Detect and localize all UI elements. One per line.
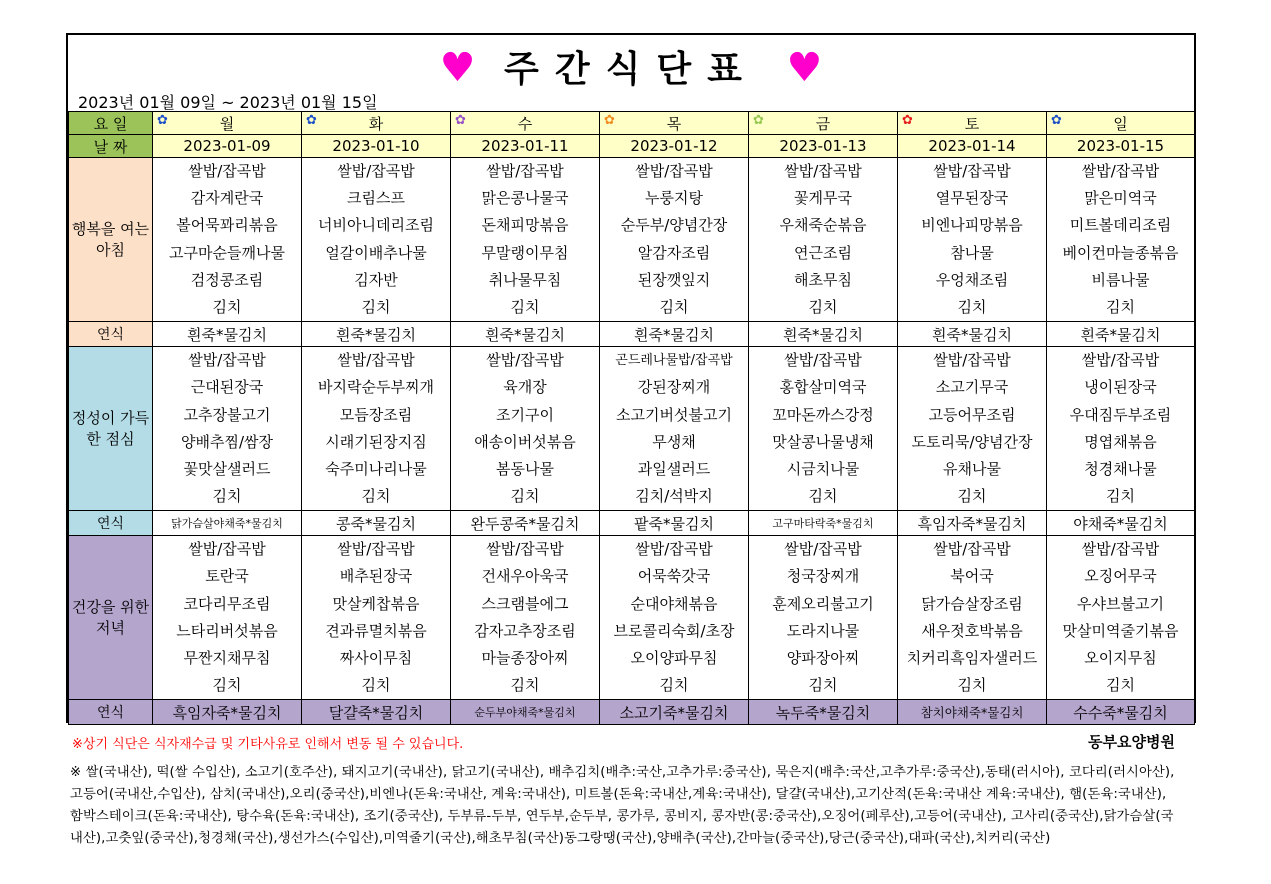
menu-item: 순대야채볶음 xyxy=(630,594,718,613)
menu-item: 쌀밥/잡곡밥 xyxy=(784,351,862,370)
snack-item: 녹두죽*물김치 xyxy=(749,700,898,725)
menu-item: 애송이버섯볶음 xyxy=(474,432,576,451)
snack-item: 순두부야채죽*물김치 xyxy=(451,700,600,725)
dinner-menu-cell xyxy=(1047,536,1195,700)
menu-item: 김치 xyxy=(1106,676,1135,695)
menu-item: 코다리무조림 xyxy=(183,594,271,613)
dinner-row xyxy=(69,536,1195,700)
menu-item: 해초무침 xyxy=(794,270,852,289)
menu-item: 김치 xyxy=(361,297,391,316)
snack-row xyxy=(69,700,1195,725)
menu-item: 오이양파무침 xyxy=(630,649,718,667)
breakfast-menu-cell xyxy=(898,158,1047,322)
flower-icon: ✿ xyxy=(455,113,466,128)
menu-item: 고추장불고기 xyxy=(183,405,271,424)
menu-item: 명엽채볶음 xyxy=(1084,432,1157,451)
snack-item: 닭가슴살야채죽*물김치 xyxy=(153,511,302,536)
menu-item: 감자계란국 xyxy=(190,189,264,208)
snack-item: 팥죽*물김치 xyxy=(600,511,749,536)
weekly-menu-table xyxy=(68,111,1195,725)
menu-item: 소고기무국 xyxy=(935,378,1009,397)
menu-item: 김치 xyxy=(510,487,540,506)
snack-item: 흑임자죽*물김치 xyxy=(153,700,302,725)
menu-item: 바지락순두부찌개 xyxy=(318,378,434,397)
menu-item: 알감자조림 xyxy=(637,243,711,262)
lunch-row xyxy=(69,347,1195,511)
menu-item: 김치 xyxy=(1106,487,1135,506)
menu-item: 김치/석박지 xyxy=(635,487,713,506)
menu-item: 김치 xyxy=(659,297,689,316)
dinner-menu-cell xyxy=(898,536,1047,700)
menu-item: 쌀밥/잡곡밥 xyxy=(784,162,862,180)
menu-item: 꽃맛살샐러드 xyxy=(183,459,271,478)
day-date: 2023-01-13 xyxy=(749,135,898,158)
menu-item: 너비아니데리조림 xyxy=(318,216,434,235)
menu-item: 얼갈이배추나물 xyxy=(325,243,427,262)
menu-item: 김치 xyxy=(1106,297,1135,316)
day-name-cell xyxy=(302,112,451,135)
origin-notice: ※ 쌀(국내산), 떡(쌀 수입산), 소고기(호주산), 돼지고기(국내산), 닭고기(국내산), 배추김치(배추:국산,고추가루:중국산), 묵은지(배추:국산,고추가루:중국산),동태(러시아), 코다리(러시아산), 고등어(국내산,수입산), 삼치(국내산),오리(중국산),비엔나(돈육:국내산, 계육:국내산), 미트볼(돈육:국내산,계육:국내산), 달걀(국내산),고기산적(돈육:국내산 계육:국내산), 햄(돈육:국내산), 함박스테이크(돈육:국내산), 탕수육(돈육:국내산), 조기(중국산), 두부류-두부, 연두부,순두부, 콩가루, 콩비지, 콩자반(콩:중국산),오징어(페루산),고등어(국내산), 고사리(중국산),닭가슴살(국내산),고춧잎(중국산),청경채(국산),생선가스(수입산),미역줄기(국산),해초무침(국산)동그랑땡(국산),양배추(국산),간마늘(중국산),당근(중국산),대파(국산),치커리(국산) xyxy=(70,765,1175,846)
menu-item: 곤드레나물밥/잡곡밥 xyxy=(615,353,733,369)
menu-item: 감자고추장조림 xyxy=(474,621,576,640)
snack-item: 흰죽*물김치 xyxy=(451,322,600,347)
day-name-cell xyxy=(600,112,749,135)
breakfast-menu-cell xyxy=(153,158,302,322)
menu-item: 김치 xyxy=(361,487,391,506)
menu-item: 홍합살미역국 xyxy=(779,378,867,397)
lunch-menu-cell xyxy=(1047,347,1195,511)
menu-item: 고등어무조림 xyxy=(928,405,1016,424)
menu-item: 볼어묵꽈리볶음 xyxy=(176,216,278,235)
breakfast-menu-cell xyxy=(451,158,600,322)
menu-item: 견과류멸치볶음 xyxy=(325,621,427,640)
breakfast-label: 행복을 여는 아침 xyxy=(69,158,153,322)
breakfast-menu-cell xyxy=(749,158,898,322)
lunch-menu-cell xyxy=(302,347,451,511)
snack-item: 수수죽*물김치 xyxy=(1047,700,1195,725)
menu-item: 무말랭이무침 xyxy=(481,243,569,262)
menu-item: 쌀밥/잡곡밥 xyxy=(337,351,415,370)
flower-icon: ✿ xyxy=(604,113,615,128)
menu-item: 비름나물 xyxy=(1091,270,1150,289)
breakfast-menu-cell xyxy=(302,158,451,322)
menu-item: 김치 xyxy=(659,676,689,695)
change-notice: ※상기 식단은 식자재수급 및 기타사유로 인해서 변동 될 수 있습니다. xyxy=(72,737,464,752)
dinner-menu-cell xyxy=(600,536,749,700)
menu-item: 맛살콩나물냉채 xyxy=(772,432,874,451)
menu-item: 김치 xyxy=(957,297,987,316)
dinner-menu-cell xyxy=(749,536,898,700)
menu-item: 베이컨마늘종볶음 xyxy=(1062,243,1179,262)
menu-item: 훈제오리불고기 xyxy=(772,594,874,613)
day-date: 2023-01-14 xyxy=(898,135,1047,158)
menu-item: 모듬장조림 xyxy=(339,405,413,424)
flower-icon: ✿ xyxy=(306,113,317,128)
menu-item: 조기구이 xyxy=(496,405,554,424)
menu-item: 김치 xyxy=(510,297,540,316)
menu-item: 쌀밥/잡곡밥 xyxy=(933,540,1011,559)
menu-item: 무짠지채무침 xyxy=(183,649,271,667)
menu-item: 쌀밥/잡곡밥 xyxy=(1081,351,1160,370)
menu-item: 청경채나물 xyxy=(1084,459,1157,478)
menu-item: 양배추찜/쌈장 xyxy=(181,432,273,451)
date-label: 날 짜 xyxy=(69,135,153,158)
day-name: 금 xyxy=(815,114,831,133)
menu-item: 김치 xyxy=(957,676,987,695)
menu-item: 김치 xyxy=(808,487,838,506)
menu-item: 건새우아욱국 xyxy=(481,567,569,586)
day-date: 2023-01-09 xyxy=(153,135,302,158)
snack-label: 연식 xyxy=(69,700,153,725)
menu-item: 맛살케찹볶음 xyxy=(332,594,420,613)
menu-item: 된장깻잎지 xyxy=(637,270,711,289)
page-title xyxy=(68,41,1194,92)
day-name-cell xyxy=(153,112,302,135)
dinner-menu-cell xyxy=(451,536,600,700)
snack-item: 흰죽*물김치 xyxy=(1047,322,1195,347)
day-name: 토 xyxy=(964,114,980,133)
menu-item: 강된장찌개 xyxy=(637,378,711,397)
menu-item: 시금치나물 xyxy=(786,459,860,478)
snack-item: 야채죽*물김치 xyxy=(1047,511,1195,536)
snack-item: 고구마타락죽*물김치 xyxy=(749,511,898,536)
menu-item: 쌀밥/잡곡밥 xyxy=(1081,162,1160,180)
menu-item: 김치 xyxy=(510,676,540,695)
menu-item: 김치 xyxy=(361,676,391,695)
menu-item: 우채죽순볶음 xyxy=(779,216,867,235)
menu-item: 꼬마돈까스강정 xyxy=(772,405,874,424)
menu-item: 도라지나물 xyxy=(786,621,860,640)
menu-item: 오이지무침 xyxy=(1084,649,1157,667)
menu-item: 쌀밥/잡곡밥 xyxy=(784,540,862,559)
breakfast-row xyxy=(69,158,1195,322)
menu-item: 유채나물 xyxy=(943,459,1001,478)
menu-item: 청국장찌개 xyxy=(786,567,860,586)
day-name-cell xyxy=(749,112,898,135)
menu-item: 김치 xyxy=(808,297,838,316)
menu-item: 배추된장국 xyxy=(339,567,413,586)
flower-icon: ✿ xyxy=(902,113,913,128)
menu-item: 토란국 xyxy=(205,567,249,586)
menu-item: 마늘종장아찌 xyxy=(481,649,569,667)
menu-item: 김치 xyxy=(808,676,838,695)
menu-item: 스크램블에그 xyxy=(481,594,569,613)
menu-item: 봄동나물 xyxy=(496,459,554,478)
menu-item: 양파장아찌 xyxy=(786,649,860,667)
menu-item: 무생채 xyxy=(652,432,696,451)
flower-icon: ✿ xyxy=(1051,113,1062,128)
snack-item: 콩죽*물김치 xyxy=(302,511,451,536)
menu-item: 맑은미역국 xyxy=(1084,189,1157,208)
menu-item: 쌀밥/잡곡밥 xyxy=(486,162,564,180)
menu-item: 육개장 xyxy=(503,378,547,397)
snack-item: 참치야채죽*물김치 xyxy=(898,700,1047,725)
menu-item: 과일샐러드 xyxy=(637,459,711,478)
menu-item: 김치 xyxy=(212,676,242,695)
menu-item: 우대짐두부조림 xyxy=(1069,405,1172,424)
snack-item: 완두콩죽*물김치 xyxy=(451,511,600,536)
day-name-cell xyxy=(898,112,1047,135)
heart-icon: ♥ xyxy=(439,45,476,91)
snack-item: 흑임자죽*물김치 xyxy=(898,511,1047,536)
menu-item: 닭가슴살장조림 xyxy=(921,594,1023,613)
lunch-menu-cell xyxy=(600,347,749,511)
heart-icon: ♥ xyxy=(786,45,823,91)
menu-item: 새우젓호박볶음 xyxy=(921,621,1023,640)
menu-item: 고구마순들깨나물 xyxy=(169,243,285,262)
snack-row xyxy=(69,511,1195,536)
day-name: 목 xyxy=(666,114,682,133)
lunch-menu-cell xyxy=(898,347,1047,511)
menu-item: 열무된장국 xyxy=(935,189,1009,208)
snack-label: 연식 xyxy=(69,511,153,536)
snack-item: 흰죽*물김치 xyxy=(898,322,1047,347)
menu-item: 쌀밥/잡곡밥 xyxy=(1081,540,1160,559)
hospital-name: 동부요양병원 xyxy=(1088,733,1175,751)
flower-icon: ✿ xyxy=(753,113,764,128)
day-date: 2023-01-12 xyxy=(600,135,749,158)
menu-item: 숙주미나리나물 xyxy=(325,459,427,478)
menu-item: 쌀밥/잡곡밥 xyxy=(337,162,415,180)
menu-item: 냉이된장국 xyxy=(1084,378,1157,397)
day-date: 2023-01-15 xyxy=(1047,135,1195,158)
flower-icon: ✿ xyxy=(157,113,168,128)
menu-item: 쌀밥/잡곡밥 xyxy=(188,540,266,559)
menu-item: 북어국 xyxy=(950,567,994,586)
menu-item: 김치 xyxy=(957,487,987,506)
menu-item: 쌀밥/잡곡밥 xyxy=(933,351,1011,370)
menu-item: 오징어무국 xyxy=(1084,567,1157,586)
title-text: 주간식단표 xyxy=(504,49,758,90)
menu-item: 우샤브불고기 xyxy=(1077,594,1164,613)
dinner-label: 건강을 위한 저녁 xyxy=(69,536,153,700)
menu-item: 누룽지탕 xyxy=(645,189,703,208)
menu-item: 맑은콩나물국 xyxy=(481,189,569,208)
menu-item: 꽃게무국 xyxy=(794,189,852,208)
dinner-menu-cell xyxy=(153,536,302,700)
day-name: 화 xyxy=(368,114,384,133)
menu-item: 맛살미역줄기볶음 xyxy=(1062,621,1179,640)
snack-row xyxy=(69,322,1195,347)
breakfast-menu-cell xyxy=(1047,158,1195,322)
menu-item: 미트볼데리조림 xyxy=(1069,216,1172,235)
menu-item: 검정콩조림 xyxy=(190,270,264,289)
menu-item: 김자반 xyxy=(354,270,398,289)
menu-item: 취나물무침 xyxy=(488,270,562,289)
menu-item: 근대된장국 xyxy=(190,378,264,397)
snack-item: 소고기죽*물김치 xyxy=(600,700,749,725)
day-name: 수 xyxy=(517,114,533,133)
menu-item: 김치 xyxy=(212,297,242,316)
lunch-label: 정성이 가득한 점심 xyxy=(69,347,153,511)
day-label: 요 일 xyxy=(69,112,153,135)
menu-item: 어묵쑥갓국 xyxy=(637,567,711,586)
day-date: 2023-01-10 xyxy=(302,135,451,158)
menu-item: 소고기버섯불고기 xyxy=(616,405,732,424)
menu-item: 쌀밥/잡곡밥 xyxy=(337,540,415,559)
menu-item: 쌀밥/잡곡밥 xyxy=(933,162,1011,180)
menu-item: 비엔나피망볶음 xyxy=(921,216,1023,235)
menu-item: 순두부/양념간장 xyxy=(620,216,728,235)
menu-frame xyxy=(66,33,1196,723)
snack-item: 흰죽*물김치 xyxy=(600,322,749,347)
menu-item: 치커리흑임자샐러드 xyxy=(906,649,1038,667)
menu-item: 쌀밥/잡곡밥 xyxy=(188,162,266,180)
lunch-menu-cell xyxy=(749,347,898,511)
menu-item: 도토리묵/양념간장 xyxy=(911,432,1033,451)
day-name: 월 xyxy=(219,114,235,133)
snack-label: 연식 xyxy=(69,322,153,347)
menu-item: 김치 xyxy=(212,487,242,506)
day-name-cell xyxy=(1047,112,1195,135)
menu-item: 쌀밥/잡곡밥 xyxy=(486,540,564,559)
menu-item: 우엉채조림 xyxy=(935,270,1009,289)
dinner-menu-cell xyxy=(302,536,451,700)
lunch-menu-cell xyxy=(153,347,302,511)
snack-item: 달걀죽*물김치 xyxy=(302,700,451,725)
menu-item: 쌀밥/잡곡밥 xyxy=(486,351,564,370)
menu-item: 시래기된장지짐 xyxy=(325,432,427,451)
menu-item: 쌀밥/잡곡밥 xyxy=(635,540,713,559)
menu-item: 연근조림 xyxy=(794,243,852,262)
snack-item: 흰죽*물김치 xyxy=(153,322,302,347)
day-name: 일 xyxy=(1113,114,1128,133)
menu-item: 브로콜리숙회/초장 xyxy=(613,621,735,640)
menu-item: 돈채피망볶음 xyxy=(481,216,569,235)
snack-item: 흰죽*물김치 xyxy=(302,322,451,347)
menu-item: 쌀밥/잡곡밥 xyxy=(188,351,266,370)
snack-item: 흰죽*물김치 xyxy=(749,322,898,347)
breakfast-menu-cell xyxy=(600,158,749,322)
day-date: 2023-01-11 xyxy=(451,135,600,158)
menu-item: 쌀밥/잡곡밥 xyxy=(635,162,713,180)
menu-item: 크림스프 xyxy=(347,189,405,208)
menu-item: 참나물 xyxy=(950,243,994,262)
date-range: 2023년 01월 09일 ~ 2023년 01월 15일 xyxy=(78,93,378,112)
date-row xyxy=(69,135,1195,158)
menu-item: 짜사이무침 xyxy=(339,649,413,667)
day-row xyxy=(69,112,1195,135)
lunch-menu-cell xyxy=(451,347,600,511)
day-name-cell xyxy=(451,112,600,135)
menu-item: 느타리버섯볶음 xyxy=(176,621,278,640)
